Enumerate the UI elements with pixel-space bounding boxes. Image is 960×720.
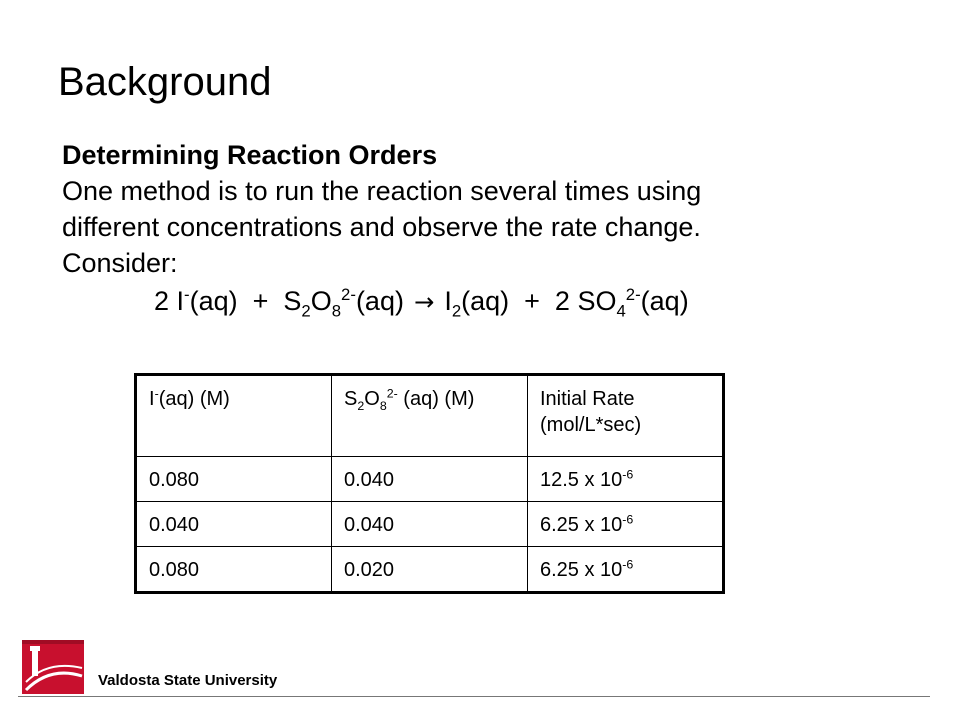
cell-rate-base: 6.25 x 10	[540, 559, 623, 581]
university-logo-icon	[20, 636, 90, 696]
header-initial-rate	[528, 375, 724, 457]
cell-iodide: 0.080	[136, 457, 332, 502]
cell-rate	[528, 457, 724, 502]
eq-iodide-charge: -	[184, 285, 190, 304]
body-line-3: Consider:	[62, 248, 178, 278]
header-persulfate-units: (aq) (M)	[397, 388, 475, 410]
body-line-2: different concentrations and observe the rate change.	[62, 212, 701, 242]
cell-rate-exp: -6	[622, 467, 634, 482]
table-row	[136, 502, 724, 547]
header-persulfate-s: S	[344, 388, 358, 410]
eq-o: O	[310, 286, 332, 316]
cell-rate	[528, 547, 724, 593]
header-iodide-units: (aq) (M)	[158, 388, 230, 410]
eq-so-sub: 4	[616, 301, 626, 321]
eq-iodine-sub: 2	[451, 301, 462, 321]
eq-sulfate-charge: 2-	[625, 285, 641, 304]
header-iodide-charge: -	[154, 386, 159, 401]
eq-iodine: I	[444, 286, 452, 316]
footer-institution: Valdosta State University	[98, 672, 278, 689]
reaction-arrow-icon: →	[413, 287, 435, 316]
cell-rate-exp: -6	[622, 512, 634, 527]
rate-data-table	[134, 373, 725, 594]
eq-iodide: 2 I	[154, 286, 185, 316]
eq-s-sub: 2	[301, 301, 311, 321]
header-rate-line2: (mol/L*sec)	[540, 414, 642, 436]
subheading: Determining Reaction Orders	[62, 140, 438, 170]
header-iodide-symbol: I	[149, 388, 155, 410]
table-row	[136, 547, 724, 593]
eq-aq-end: (aq)	[640, 286, 689, 316]
eq-plus-so: (aq) + 2 SO	[461, 286, 617, 316]
header-persulfate-o-sub: 8	[379, 399, 387, 413]
cell-rate-exp: -6	[622, 557, 634, 572]
footer-divider	[18, 696, 930, 697]
cell-rate-base: 6.25 x 10	[540, 514, 623, 536]
header-rate-line1: Initial Rate	[540, 388, 635, 410]
reaction-equation	[154, 281, 922, 322]
table-header-row	[136, 375, 724, 457]
cell-rate-base: 12.5 x 10	[540, 469, 623, 491]
slide-body	[62, 137, 922, 322]
slide-title: Background	[58, 60, 272, 104]
header-persulfate-charge: 2-	[386, 386, 398, 401]
cell-persulfate: 0.020	[332, 547, 528, 593]
body-line-1: One method is to run the reaction several times using	[62, 176, 702, 206]
eq-o-sub: 8	[331, 301, 342, 321]
header-persulfate-o: O	[364, 388, 380, 410]
header-iodide	[136, 375, 332, 457]
table-row	[136, 457, 724, 502]
cell-iodide: 0.040	[136, 502, 332, 547]
cell-rate	[528, 502, 724, 547]
cell-persulfate: 0.040	[332, 502, 528, 547]
eq-persulfate-charge: 2-	[341, 285, 356, 304]
header-persulfate	[332, 375, 528, 457]
eq-plus-s: (aq) + S	[189, 286, 302, 316]
cell-persulfate: 0.040	[332, 457, 528, 502]
header-persulfate-s-sub: 2	[357, 399, 365, 413]
eq-aq: (aq)	[355, 286, 404, 316]
cell-iodide: 0.080	[136, 547, 332, 593]
